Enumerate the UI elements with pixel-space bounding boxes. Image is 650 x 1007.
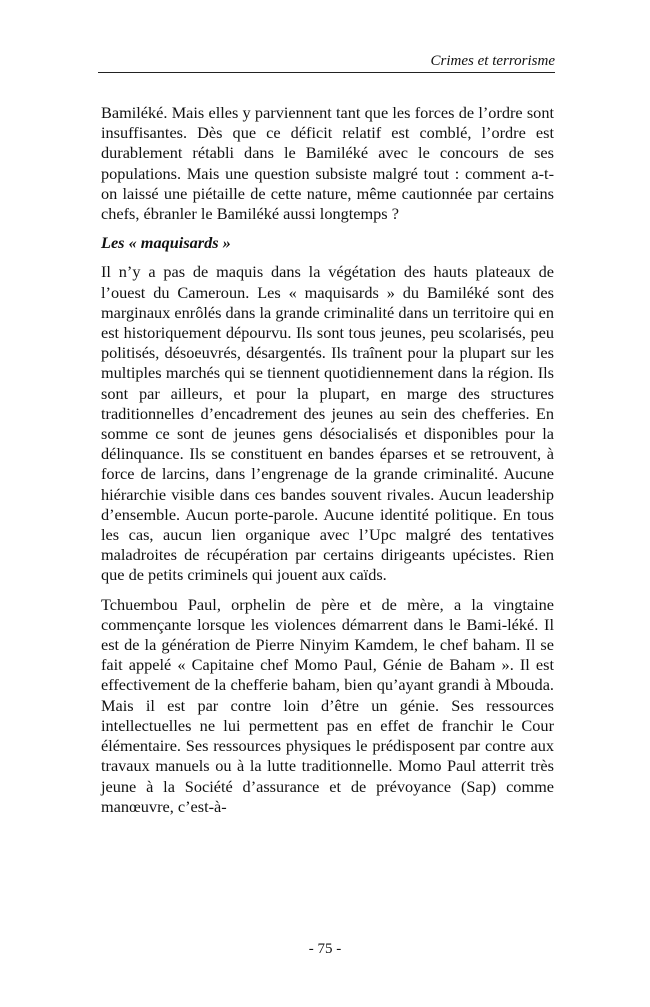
running-header-title: Crimes et terrorisme — [430, 53, 555, 69]
text-body — [101, 103, 554, 826]
body-paragraph: Il n’y a pas de maquis dans la végétation des hauts plateaux de l’ouest du Cameroun. Les « maquisards » du Bamiléké sont des marginaux enrôlés dans la grande criminalité dans un territoire qui en est historiquement dépourvu. Ils sont tous jeunes, peu scolarisés, peu politisés, désoeuvrés, désargentés. Ils traînent pour la plupart sur les multiples marchés qui se tiennent quotidiennement dans la région. Ils sont par ailleurs, et pour la plupart, en marge des structures traditionnelles d’encadrement des jeunes au sein des chefferies. En somme ce sont de jeunes gens désocialisés et disponibles pour la délinquance. Ils se constituent en bandes éparses et se retrouvent, à force de larcins, dans l’engrenage de la grande criminalité. Aucune hiérarchie visible dans ces bandes souvent rivales. Aucun leadership d’ensemble. Aucun porte-parole. Aucune identité politique. En tous les cas, aucun lien organique avec l’Upc malgré des tentatives maladroites de récupération par certains dirigeants upécistes. Rien que de petits criminels qui jouent aux caïds. — [101, 262, 554, 585]
page-number: - 75 - — [308, 941, 342, 957]
running-header — [98, 52, 555, 72]
header-rule — [98, 72, 555, 73]
body-paragraph: Tchuembou Paul, orphelin de père et de mère, a la vingtaine commençante lorsque les violences démarrent dans le Bami-léké. Il est de la génération de Pierre Ninyim Kamdem, le chef baham. Il se fait appelé « Capitaine chef Momo Paul, Génie de Baham ». Il est effectivement de la chefferie baham, bien qu’ayant grandi à Mbouda. Mais il est par contre loin d’être un génie. Ses ressources intellectuelles ne lui permettent pas en effet de franchir le Cour élémentaire. Ses ressources physiques le prédisposent par contre aux travaux manuels ou à la lutte traditionnelle. Momo Paul atterrit très jeune à la Société d’assurance et de prévoyance (Sap) comme manœuvre, c’est-à- — [101, 594, 554, 816]
section-heading: Les « maquisards » — [101, 233, 231, 253]
body-paragraph: Bamiléké. Mais elles y parviennent tant que les forces de l’ordre sont insuffisantes. Dès que ce déficit relatif est comblé, l’ordre est durablement rétabli dans le Bamiléké avec le concours de ses populations. Mais une question subsiste malgré tout : comment a-t-on laissé une piétaille de cette nature, même cautionnée par certains chefs, ébranler le Bamiléké aussi longtemps ? — [101, 103, 554, 224]
